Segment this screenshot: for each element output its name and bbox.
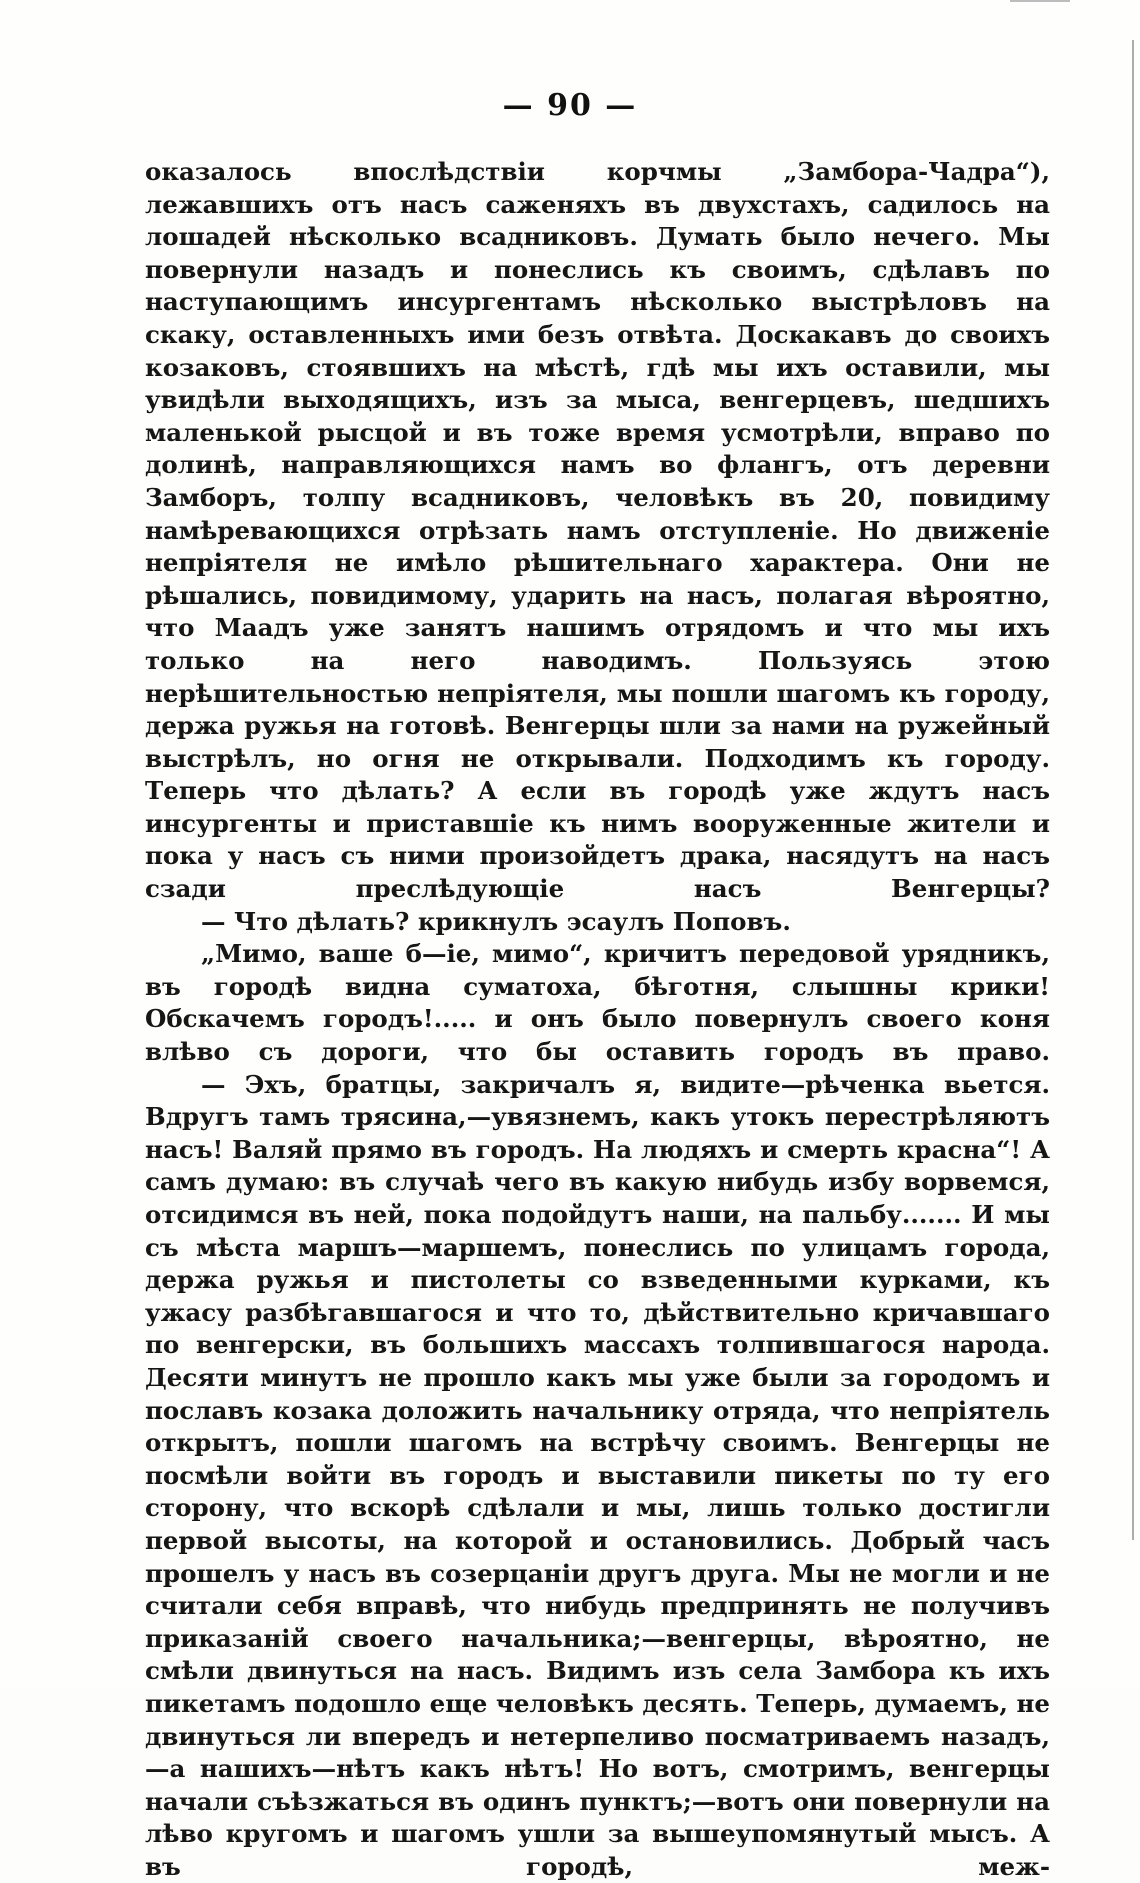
paragraph-1: оказалось впослѣдствіи корчмы „Замбора-Чадра“), лежавшихъ отъ насъ саженяхъ въ двухстахъ, садилось на лошадей нѣсколько всадниковъ. Думать было нечего. Мы повернули назадъ и понеслись къ своимъ, сдѣлавъ по наступающимъ инсургентамъ нѣсколько выстрѣловъ на скаку, оставленныхъ ими безъ отвѣта. Доскакавъ до своихъ козаковъ, стоявшихъ на мѣстѣ, гдѣ мы ихъ оставили, мы увидѣли выходящихъ, изъ за мыса, венгерцевъ, шедшихъ маленькой рысцой и въ тоже время усмотрѣли, вправо по долинѣ, направляющихся намъ во флангъ, отъ деревни Замборъ, толпу всадниковъ, человѣкъ въ 20, повидиму намѣревающихся отрѣзать намъ отступленіе. Но движеніе непріятеля не имѣло рѣшительнаго характера. Они не рѣшались, повидимому, ударить на насъ, полагая вѣроятно, что Маадъ уже занятъ нашимъ отрядомъ и что мы ихъ только на него наводимъ. Пользуясь этою нерѣшительностью непріятеля, мы пошли шагомъ къ городу, держа ружья на готовѣ. Венгерцы шли за нами на ружейный выстрѣлъ, но огня не открывали. Подходимъ къ городу. Теперь что дѣлать? А если въ городѣ уже ждутъ насъ инсургенты и приставшіе къ нимъ вооруженные жители и пока у насъ съ ними произойдетъ драка, насядутъ на насъ сзади преслѣдующіе насъ Венгерцы? — [145, 157, 1050, 904]
page-number: — 90 — — [502, 88, 638, 123]
scan-edge-right — [1132, 40, 1134, 1540]
body-text — [145, 156, 1050, 1883]
paragraph-4: — Эхъ, братцы, закричалъ я, видите—рѣченка вьется. Вдругъ тамъ трясина,—увязнемъ, какъ утокъ перестрѣляютъ насъ! Валяй прямо въ городъ. На людяхъ и смерть красна“! А самъ думаю: въ случаѣ чего въ какую нибудь избу ворвемся, отсидимся въ ней, пока подойдутъ наши, на пальбу....... И мы съ мѣста маршъ—маршемъ, понеслись по улицамъ города, держа ружья и пистолеты со взведенными курками, къ ужасу разбѣгавшагося и что то, дѣйствительно кричавшаго по венгерски, въ большихъ массахъ толпившагося народа. Десяти минутъ не прошло какъ мы уже были за городомъ и пославъ козака доложить начальнику отряда, что непріятель открытъ, пошли шагомъ на встрѣчу своимъ. Венгерцы не посмѣли войти въ городъ и выставили пикеты по ту его сторону, что вскорѣ сдѣлали и мы, лишь только достигли первой высоты, на которой и остановились. Добрый часъ прошелъ у насъ въ созерцаніи другъ друга. Мы не могли и не считали себя вправѣ, что нибудь предпринять не получивъ приказаній своего начальника;—венгерцы, вѣроятно, не смѣли двинуться на насъ. Видимъ изъ села Замбора къ ихъ пикетамъ подошло еще человѣкъ десять. Теперь, думаемъ, не двинуться ли впередъ и нетерпеливо посматриваемъ назадъ,—а нашихъ—нѣтъ какъ нѣтъ! Но вотъ, смотримъ, венгерцы начали съѣзжаться въ одинъ пунктъ;—вотъ они повернули на лѣво кругомъ и шагомъ ушли за вышеупомянутый мысъ. А въ городѣ, меж- — [145, 1069, 1050, 1881]
paragraph-3: „Мимо, ваше б—іе, мимо“, кричитъ передовой урядникъ, въ городѣ видна суматоха, бѣготня, слышны крики! Обскачемъ городъ!..... и онъ было повернулъ своего коня влѣво съ дороги, что бы оставить городъ въ право. — [145, 939, 1050, 1067]
paragraph-2: — Что дѣлать? крикнулъ эсаулъ Поповъ. — [201, 906, 791, 936]
scan-edge-top — [1010, 0, 1070, 2]
